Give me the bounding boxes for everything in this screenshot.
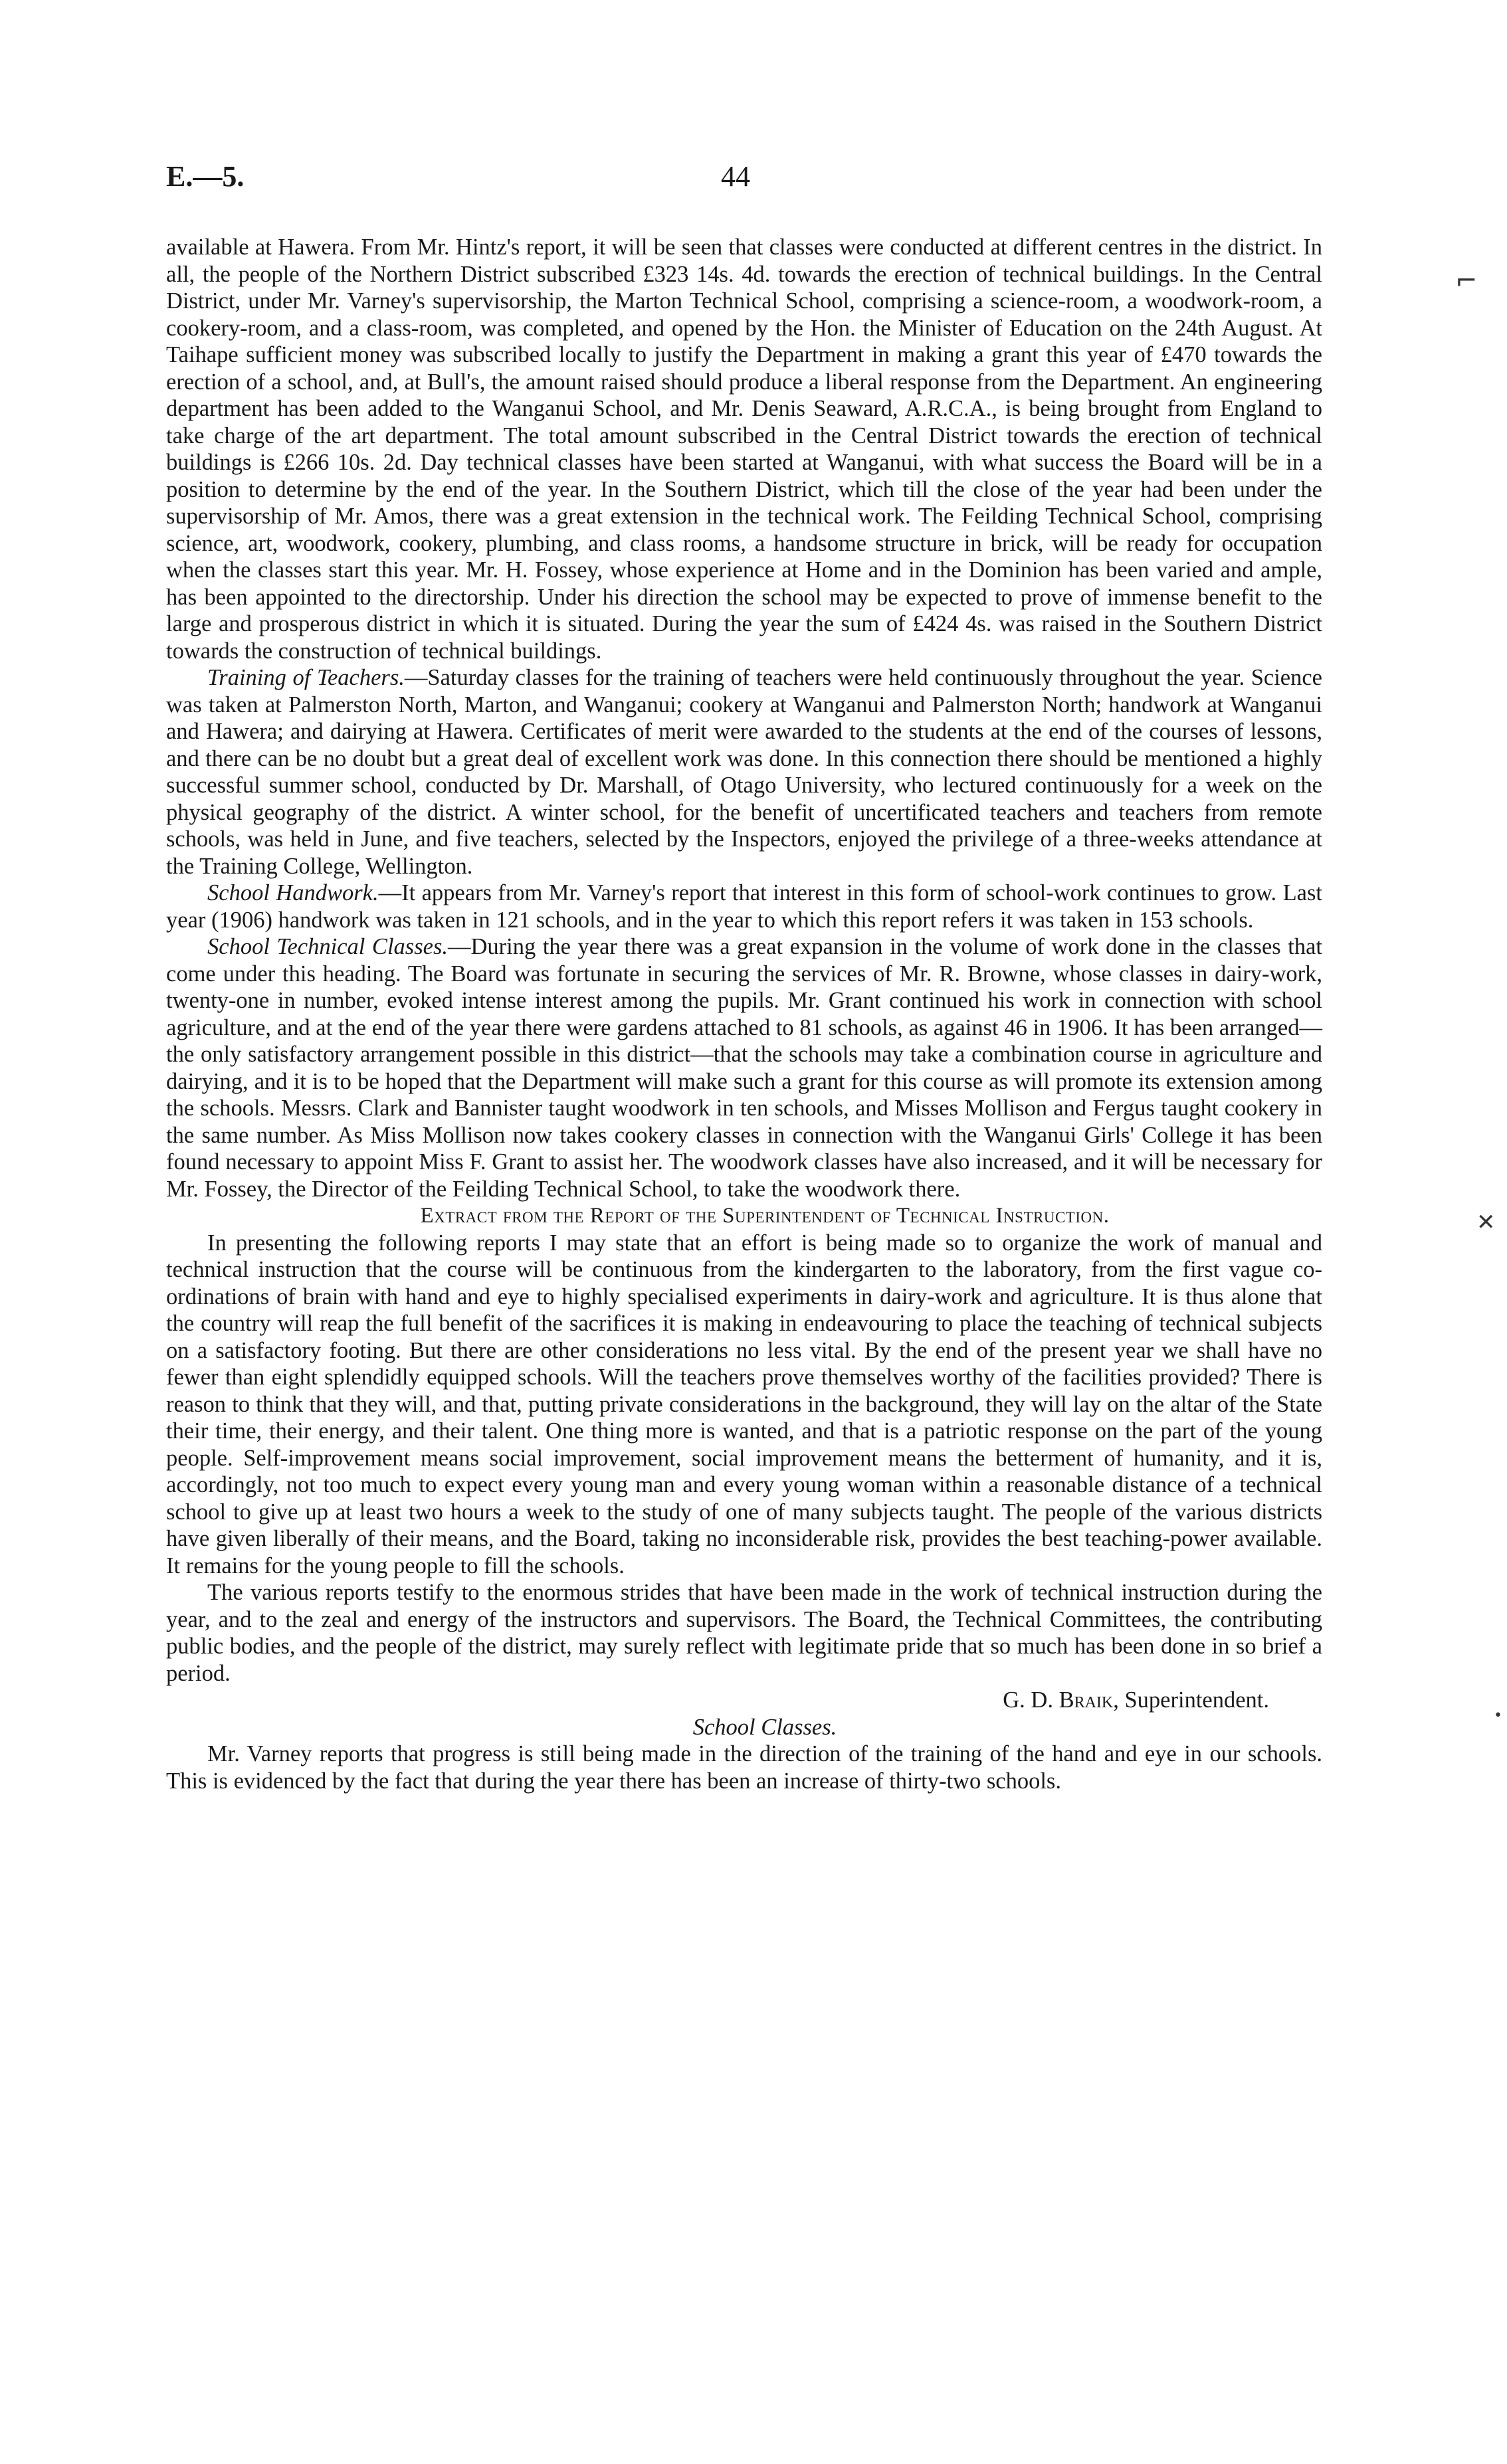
body-text: [166, 234, 1322, 1794]
margin-dot-mark: •: [1494, 1707, 1502, 1724]
paragraph-reports-testify: The various reports testify to the enormous strides that have been made in the work of technical instruction during the year, and to the zeal and energy of the instructors and supervisors. The Board, the Technical Committees, the contributing public bodies, and the people of the district, may surely reflect with legitimate pride that so much has been done in so brief a period.: [166, 1580, 1322, 1686]
margin-dash-mark: ⌐: [1455, 266, 1478, 296]
margin-cross-mark: ✕: [1476, 1209, 1496, 1236]
paragraph-training-of-teachers: [166, 664, 1322, 880]
training-of-teachers-heading: Training of Teachers.: [207, 665, 405, 690]
page-header: [0, 159, 1507, 206]
signature-name: G. D. Braik,: [1003, 1687, 1119, 1713]
signature: [166, 1687, 1322, 1714]
school-handwork-heading: School Handwork.: [207, 880, 379, 905]
extract-heading: Extract from the Report of the Superintendent of Technical Instruction.: [420, 1204, 1110, 1228]
paragraph-school-technical-classes: [166, 933, 1322, 1202]
signature-title: Superintendent.: [1124, 1687, 1269, 1713]
school-classes-heading: School Classes.: [692, 1714, 837, 1740]
document-reference: E.—5.: [166, 160, 245, 193]
paragraph-superintendent-report: In presenting the following reports I may state that an effort is being made so to organize the work of manual and technical instruction that the course will be continuous from the kindergarten to the laboratory, from the first vague co-ordinations of brain with hand and eye to highly specialised experiments in dairy-work and agriculture. It is thus alone that the country will reap the full benefit of the sacrifices it is making in endeavouring to place the teaching of technical subjects on a satisfactory footing. But there are other considerations no less vital. By the end of the present year we shall have no fewer than eight splendidly equipped schools. Will the teachers prove themselves worthy of the facilities provided? There is reason to think that they will, and that, putting private considerations in the background, they will lay on the altar of the State their time, their energy, and their talent. One thing more is wanted, and that is a patriotic response on the part of the young people. Self-improvement means social improvement, social improvement means the betterment of humanity, and it is, accordingly, not too much to expect every young man and every young woman within a reasonable distance of a technical school to give up at least two hours a week to the study of one of many subjects taught. The people of the various districts have given liberally of their means, and the Board, taking no inconsiderable risk, provides the best teaching-power available. It remains for the young people to fill the schools.: [166, 1230, 1322, 1578]
school-handwork-text: —It appears from Mr. Varney's report that interest in this form of school-work continues to grow. Last year (1906) handwork was taken in 121 schools, and in the year to which this report refers it was taken in 153 schools.: [166, 880, 1322, 933]
paragraph-northern-central-southern-districts: available at Hawera. From Mr. Hintz's report, it will be seen that classes were conducted at different centres in the district. In all, the people of the Northern District subscribed £323 14s. 4d. towards the erection of technical buildings. In the Central District, under Mr. Varney's supervisorship, the Marton Technical School, comprising a science-room, a woodwork-room, a cookery-room, and a class-room, was completed, and opened by the Hon. the Minister of Education on the 24th August. At Taihape sufficient money was subscribed locally to justify the Department in making a grant this year of £470 towards the erection of a school, and, at Bull's, the amount raised should produce a liberal response from the Department. An engineering department has been added to the Wanganui School, and Mr. Denis Seaward, A.R.C.A., is being brought from England to take charge of the art department. The total amount subscribed in the Central District towards the erection of technical buildings is £266 10s. 2d. Day technical classes have been started at Wanganui, with what success the Board will be in a position to determine by the end of the year. In the Southern District, which till the close of the year had been under the supervisorship of Mr. Amos, there was a great extension in the technical work. The Feilding Technical School, comprising science, art, woodwork, cookery, plumbing, and class rooms, a handsome structure in brick, will be ready for occupation when the classes start this year. Mr. H. Fossey, whose experience at Home and in the Dominion has been varied and ample, has been appointed to the directorship. Under his direction the school may be expected to prove of immense benefit to the large and prosperous district in which it is situated. During the year the sum of £424 4s. was raised in the Southern District towards the construction of technical buildings.: [166, 235, 1322, 664]
school-technical-classes-heading: School Technical Classes.: [207, 934, 448, 959]
page-number: 44: [721, 160, 750, 193]
paragraph-school-classes: Mr. Varney reports that progress is still being made in the direction of the training of the hand and eye in our schools. This is evidenced by the fact that during the year there has been an increase of thirty-two schools.: [166, 1741, 1322, 1794]
school-technical-classes-text: —During the year there was a great expansion in the volume of work done in the classes that come under this heading. The Board was fortunate in securing the services of Mr. R. Browne, whose classes in dairy-work, twenty-one in number, evoked intense interest among the pupils. Mr. Grant continued his work in connection with school agriculture, and at the end of the year there were gardens attached to 81 schools, as against 46 in 1906. It has been arranged—the only satisfactory arrangement possible in this district—that the schools may take a combination course in agriculture and dairying, and it is to be hoped that the Department will make such a grant for this course as will promote its extension among the schools. Messrs. Clark and Bannister taught woodwork in ten schools, and Misses Mollison and Fergus taught cookery in the same number. As Miss Mollison now takes cookery classes in connection with the Wanganui Girls' College it has been found necessary to appoint Miss F. Grant to assist her. The woodwork classes have also increased, and it will be necessary for Mr. Fossey, the Director of the Feilding Technical School, to take the woodwork there.: [166, 934, 1322, 1202]
paragraph-school-handwork: [166, 880, 1322, 933]
training-of-teachers-text: —Saturday classes for the training of teachers were held continuously throughout the year. Science was taken at Palmerston North, Marton, and Wanganui; cookery at Wanganui and Palmerston North; handwork at Wanganui and Hawera; and dairying at Hawera. Certificates of merit were awarded to the students at the end of the courses of lessons, and there can be no doubt but a great deal of excellent work was done. In this connection there should be mentioned a highly successful summer school, conducted by Dr. Marshall, of Otago University, who lectured continuously for a week on the physical geography of the district. A winter school, for the benefit of uncertificated teachers and teachers from remote schools, was held in June, and five teachers, selected by the Inspectors, enjoyed the privilege of a three-weeks attendance at the Training College, Wellington.: [166, 665, 1322, 879]
